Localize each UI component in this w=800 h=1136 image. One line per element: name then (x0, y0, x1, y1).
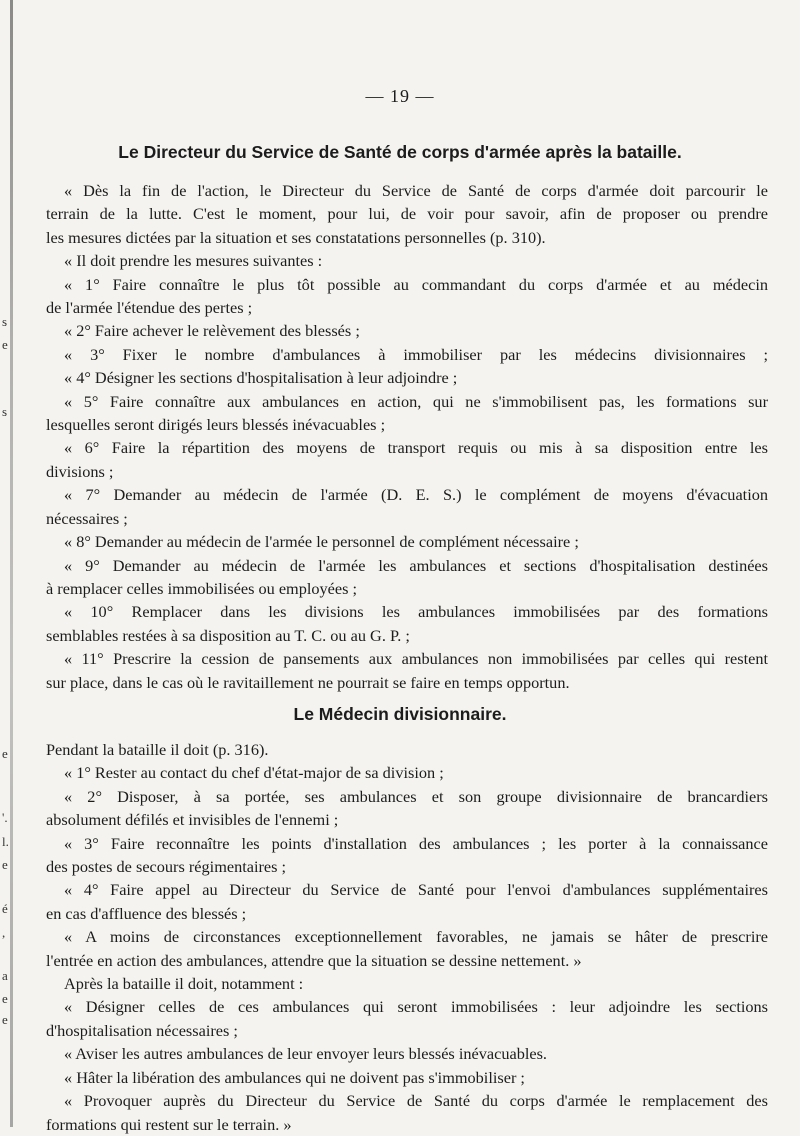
edge-marks (0, 0, 32, 1127)
text-line: Pendant la bataille il doit (p. 316). (46, 740, 269, 759)
edge-mark: e (2, 857, 8, 872)
edge-mark: , (2, 925, 6, 940)
text-line: d'hospitalisation nécessaires ; (46, 1020, 238, 1040)
text-line: « 4° Désigner les sections d'hospitalisation à leur adjoindre ; (64, 368, 458, 388)
text-line: divisions ; (46, 461, 114, 481)
text-line: « 1° Faire connaître le plus tôt possible au commandant du corps d'armée et au médecin (64, 274, 768, 294)
section-body-directeur (46, 179, 768, 694)
text-line: « 6° Faire la répartition des moyens de transport requis ou mis à sa disposition entre les (64, 438, 768, 458)
edge-mark: l. (2, 834, 9, 849)
text-line: semblables restées à sa disposition au T. C. ou au G. P. ; (46, 625, 410, 645)
text-line: « A moins de circonstances exceptionnellement favorables, ne jamais se hâter de prescrire (64, 927, 768, 947)
text-line: « 4° Faire appel au Directeur du Service de Santé pour l'envoi d'ambulances supplémentaires (64, 880, 768, 900)
section-heading-directeur: Le Directeur du Service de Santé de corps d'armée après la bataille. (118, 142, 682, 162)
section-body-medecin (46, 738, 768, 1136)
text-line: « Il doit prendre les mesures suivantes : (64, 251, 323, 271)
edge-mark: s (2, 404, 8, 419)
text-line: « Provoquer auprès du Directeur du Service de Santé du corps d'armée le remplacement des (64, 1091, 768, 1111)
text-line: « 7° Demander au médecin de l'armée (D. E. S.) le complément de moyens d'évacuation (64, 485, 768, 505)
text-line: « 9° Demander au médecin de l'armée les ambulances et sections d'hospitalisation destinées (64, 555, 768, 575)
edge-mark: é (2, 901, 8, 916)
edge-mark: e (2, 1012, 8, 1027)
text-line: absolument défilés et invisibles de l'ennemi ; (46, 810, 339, 830)
edge-mark: e (2, 337, 8, 352)
text-line: « 3° Fixer le nombre d'ambulances à immobiliser par les médecins divisionnaires ; (64, 344, 768, 364)
text-line: « Hâter la libération des ambulances qui ne doivent pas s'immobiliser ; (64, 1067, 525, 1087)
page-number: — 19 — (365, 86, 435, 106)
text-line: « 1° Rester au contact du chef d'état-major de sa division ; (64, 763, 444, 783)
text-line: Après la bataille il doit, notamment : (64, 974, 304, 994)
text-line: « 11° Prescrire la cession de pansements aux ambulances non immobilisées par celles qui restent (64, 649, 768, 669)
text-line: lesquelles seront dirigés leurs blessés inévacuables ; (46, 415, 386, 435)
text-line: « 5° Faire connaître aux ambulances en action, qui ne s'immobilisent pas, les formations sur (64, 391, 768, 411)
text-line: formations qui restent sur le terrain. » (46, 1114, 292, 1134)
edge-mark: '. (2, 810, 8, 825)
text-line: terrain de la lutte. C'est le moment, pour lui, de voir pour savoir, afin de proposer ou prendre (46, 204, 768, 224)
text-line: à remplacer celles immobilisées ou employées ; (46, 578, 358, 598)
text-line: « Dès la fin de l'action, le Directeur du Service de Santé de corps d'armée doit parcourir le (64, 181, 768, 200)
text-line: l'entrée en action des ambulances, attendre que la situation se dessine nettement. » (46, 950, 582, 970)
text-line: des postes de secours régimentaires ; (46, 857, 287, 877)
text-line: « Désigner celles de ces ambulances qui seront immobilisées : leur adjoindre les sections (64, 997, 768, 1017)
text-line: « 2° Disposer, à sa portée, ses ambulances et son groupe divisionnaire de brancardiers (64, 786, 768, 806)
text-line: « 3° Faire reconnaître les points d'installation des ambulances ; les porter à la connaissance (64, 833, 768, 853)
edge-mark: s (2, 314, 8, 329)
text-line: les mesures dictées par la situation et ses constatations personnelles (p. 310). (46, 227, 546, 247)
edge-mark: e (2, 991, 8, 1006)
text-line: en cas d'affluence des blessés ; (46, 903, 247, 923)
section-heading-medecin: Le Médecin divisionnaire. (293, 704, 507, 724)
text-line: « 10° Remplacer dans les divisions les ambulances immobilisées par des formations (64, 602, 768, 622)
text-line: « Aviser les autres ambulances de leur envoyer leurs blessés inévacuables. (64, 1044, 547, 1064)
edge-mark: a (2, 968, 8, 983)
text-line: « 2° Faire achever le relèvement des blessés ; (64, 321, 360, 341)
text-line: nécessaires ; (46, 508, 128, 528)
text-line: de l'armée l'étendue des pertes ; (46, 298, 253, 318)
text-line: sur place, dans le cas où le ravitaillement ne pourrait se faire en temps opportun. (46, 672, 570, 692)
edge-mark: e (2, 746, 8, 761)
text-line: « 8° Demander au médecin de l'armée le personnel de complément nécessaire ; (64, 532, 579, 552)
